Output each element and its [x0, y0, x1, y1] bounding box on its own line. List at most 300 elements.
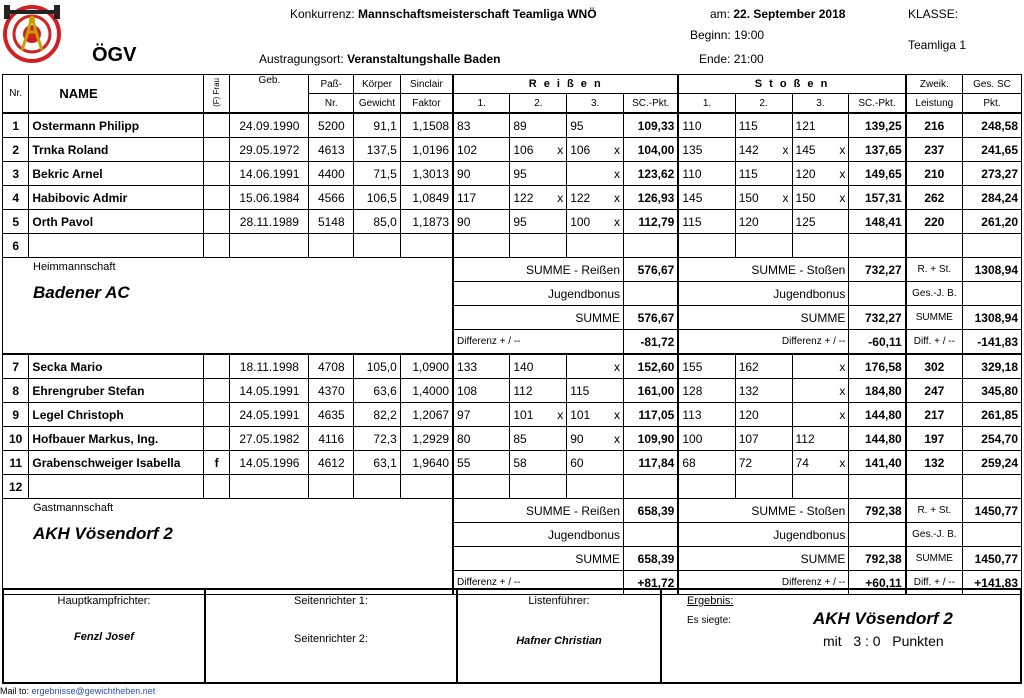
home-koerpergewicht-value: 106,5	[366, 190, 397, 205]
guest-stossen-sc	[849, 475, 906, 499]
home-summe-label-total: SUMME	[906, 306, 963, 330]
guest-sinclair-value: 1,2067	[412, 407, 450, 422]
home-reissen-sc	[624, 210, 679, 234]
guest-reissen-3	[567, 427, 624, 451]
home-koerpergewicht-value: 137,5	[366, 142, 397, 157]
home-nr-value: 2	[12, 142, 20, 157]
failed-attempt-mark: x	[614, 359, 621, 374]
punkten-label: Punkten	[892, 633, 944, 649]
guest-summe-total: 1450,77	[963, 547, 1022, 571]
col-geb: Geb.	[230, 75, 309, 114]
guest-koerpergewicht	[354, 451, 401, 475]
guest-reissen-3	[567, 475, 624, 499]
home-reissen-1-value: 117	[457, 190, 477, 205]
home-sinclair	[400, 186, 453, 210]
home-reissen-3	[567, 210, 624, 234]
home-summe-label-s: SUMME	[678, 306, 848, 330]
col-koerper-2: Gewicht	[354, 94, 401, 114]
home-reissen-sc	[624, 138, 679, 162]
guest-reissen-sc	[624, 354, 679, 379]
home-sinclair-value: 1,1873	[412, 214, 450, 229]
guest-rst: 1450,77	[963, 499, 1022, 523]
home-stossen-1-value: 110	[682, 166, 702, 181]
home-zweikampf-value: 216	[924, 118, 945, 133]
guest-athletes	[3, 354, 1022, 499]
home-nr-value: 3	[12, 166, 20, 181]
guest-koerpergewicht-value: 63,1	[373, 455, 397, 470]
failed-attempt-mark: x	[557, 407, 564, 422]
guest-stossen-1	[678, 475, 735, 499]
guest-koerpergewicht	[354, 403, 401, 427]
guest-ges-sc-value: 254,70	[981, 431, 1018, 446]
hauptkampfrichter-value: Fenzl Josef	[74, 631, 134, 643]
home-reissen-3-value: 106	[570, 142, 591, 157]
guest-stossen-2-value: 107	[738, 431, 759, 446]
home-stossen-sc	[849, 186, 906, 210]
home-name	[29, 234, 204, 258]
guest-name-value: Grabenschweiger Isabella	[32, 455, 181, 470]
home-frau	[203, 138, 229, 162]
failed-attempt-mark: x	[614, 214, 621, 229]
guest-pass	[309, 403, 354, 427]
home-stossen-2	[735, 210, 792, 234]
ende-value: 21:00	[733, 52, 764, 66]
guest-zweikampf	[906, 451, 963, 475]
guest-stossen-2	[735, 354, 792, 379]
guest-stossen-2	[735, 427, 792, 451]
home-reissen-sc	[624, 186, 679, 210]
home-reissen-3-value: 95	[570, 118, 584, 133]
guest-reissen-2	[510, 427, 567, 451]
home-sinclair	[400, 210, 453, 234]
home-zweikampf	[906, 186, 963, 210]
guest-pass-value: 4635	[317, 407, 345, 422]
guest-reissen-2	[510, 354, 567, 379]
guest-nr	[3, 403, 29, 427]
mail-line	[0, 686, 155, 696]
home-reissen-2-value: 89	[513, 118, 527, 133]
guest-reissen-1-value: 55	[457, 455, 471, 470]
guest-sinclair	[400, 379, 453, 403]
guest-frau	[203, 354, 229, 379]
col-name: NAME	[29, 75, 204, 114]
guest-geb-value: 24.05.1991	[239, 407, 300, 422]
guest-koerpergewicht	[354, 475, 401, 499]
home-rst: 1308,94	[963, 258, 1022, 282]
guest-reissen-3	[567, 451, 624, 475]
signature-table	[2, 588, 1022, 684]
guest-reissen-1	[453, 403, 510, 427]
guest-diff-r: +81,72	[624, 571, 679, 595]
failed-attempt-mark: x	[839, 359, 846, 374]
guest-reissen-1-value: 108	[457, 383, 478, 398]
header-row	[3, 75, 1022, 94]
home-reissen-3-value: 122	[570, 190, 591, 205]
guest-gesjb-label: Ges.-J. B.	[906, 523, 963, 547]
guest-sinclair-value: 1,2929	[412, 431, 450, 446]
guest-stossen-2-value: 132	[738, 383, 759, 398]
guest-name-value: Legel Christoph	[32, 407, 124, 422]
guest-stossen-2	[735, 403, 792, 427]
guest-reissen-2-value: 112	[513, 383, 533, 398]
result-line	[823, 633, 944, 649]
home-athlete-row	[3, 234, 1022, 258]
failed-attempt-mark: x	[839, 455, 846, 470]
col-ssc: SC.-Pkt.	[849, 94, 906, 114]
guest-reissen-3	[567, 403, 624, 427]
home-athlete-row	[3, 186, 1022, 210]
guest-diff-s: +60,11	[849, 571, 906, 595]
home-nr	[3, 162, 29, 186]
guest-zweikampf-value: 302	[924, 359, 945, 374]
guest-frau	[203, 427, 229, 451]
col-reissen: R e i ß e n	[453, 75, 678, 94]
guest-reissen-sc	[624, 403, 679, 427]
col-gessc: Ges. SC	[963, 75, 1022, 94]
failed-attempt-mark: x	[614, 142, 621, 157]
home-stossen-3-value: 120	[795, 166, 816, 181]
home-stossen-3-value: 125	[795, 214, 816, 229]
home-gesjb-label: Ges.-J. B.	[906, 282, 963, 306]
home-stossen-3	[792, 138, 849, 162]
guest-stossen-1-value: 113	[682, 407, 702, 422]
guest-stossen-sc	[849, 403, 906, 427]
home-stossen-sc-value: 157,31	[864, 190, 902, 205]
es-siegte-label: Es siegte:	[687, 615, 731, 626]
guest-stossen-1-value: 100	[682, 431, 703, 446]
home-team-cell	[3, 258, 454, 355]
home-pass	[309, 113, 354, 138]
ergebnis-cell	[661, 589, 1021, 683]
guest-name-value: Hofbauer Markus, Ing.	[32, 431, 159, 446]
logo-text: ÖGV	[92, 44, 137, 66]
col-r3: 3.	[567, 94, 624, 114]
home-reissen-1-value: 90	[457, 214, 471, 229]
home-koerpergewicht-value: 85,0	[373, 214, 397, 229]
home-ges-sc	[963, 234, 1022, 258]
home-nr-value: 1	[12, 118, 20, 133]
home-jugend-s	[849, 282, 906, 306]
guest-name	[29, 475, 204, 499]
home-reissen-1-value: 83	[457, 118, 471, 133]
home-reissen-2	[510, 234, 567, 258]
guest-stossen-1	[678, 451, 735, 475]
guest-reissen-3-value: 90	[570, 431, 584, 446]
guest-nr-value: 8	[12, 383, 20, 398]
home-stossen-sc	[849, 138, 906, 162]
col-zweik: Zweik.	[906, 75, 963, 94]
home-stossen-2-value: 150	[738, 190, 759, 205]
guest-nr-value: 10	[9, 431, 23, 446]
home-pass	[309, 210, 354, 234]
guest-jugend-s	[849, 523, 906, 547]
seitenrichter-cell	[205, 589, 457, 683]
home-reissen-1	[453, 234, 510, 258]
home-stossen-2	[735, 186, 792, 210]
guest-reissen-1	[453, 427, 510, 451]
home-zweikampf	[906, 138, 963, 162]
guest-nr	[3, 354, 29, 379]
home-nr	[3, 186, 29, 210]
home-athlete-row	[3, 113, 1022, 138]
failed-attempt-mark: x	[614, 431, 621, 446]
guest-summe-s: 792,38	[849, 547, 906, 571]
mail-label: Mail to:	[0, 686, 30, 696]
home-koerpergewicht	[354, 138, 401, 162]
home-nr-value: 5	[12, 214, 20, 229]
col-r2: 2.	[510, 94, 567, 114]
guest-reissen-2-value: 58	[513, 455, 527, 470]
guest-pass-value: 4612	[317, 455, 345, 470]
home-sinclair-value: 1,1508	[412, 118, 450, 133]
home-zweikampf-value: 220	[924, 214, 945, 229]
guest-reissen-1-value: 133	[457, 359, 478, 374]
guest-summe-r: 658,39	[624, 547, 679, 571]
guest-summary	[3, 499, 1022, 595]
home-pass-value: 5148	[317, 214, 345, 229]
guest-gesjb	[963, 523, 1022, 547]
logo	[2, 2, 62, 64]
home-reissen-1-value: 90	[457, 166, 471, 181]
col-r1: 1.	[453, 94, 510, 114]
col-sinclair-2: Faktor	[400, 94, 453, 114]
guest-stossen-1	[678, 403, 735, 427]
guest-pass	[309, 475, 354, 499]
failed-attempt-mark: x	[839, 407, 846, 422]
home-frau	[203, 113, 229, 138]
guest-reissen-sc	[624, 427, 679, 451]
guest-reissen-3	[567, 354, 624, 379]
guest-sinclair	[400, 427, 453, 451]
home-reissen-2	[510, 138, 567, 162]
home-jugend-label-s: Jugendbonus	[678, 282, 848, 306]
home-name-value: Trnka Roland	[32, 142, 109, 157]
guest-zweikampf	[906, 354, 963, 379]
guest-stossen-1	[678, 427, 735, 451]
col-gessc-2: Pkt.	[963, 94, 1022, 114]
guest-zweikampf-value: 132	[924, 455, 945, 470]
guest-reissen-2-value: 140	[513, 359, 534, 374]
guest-ges-sc	[963, 379, 1022, 403]
col-s2: 2.	[735, 94, 792, 114]
home-ges-sc-value: 284,24	[981, 190, 1018, 205]
weightlifter-logo-icon	[2, 2, 62, 64]
guest-geb-value: 14.05.1991	[239, 383, 300, 398]
guest-koerpergewicht	[354, 379, 401, 403]
failed-attempt-mark: x	[839, 142, 846, 157]
guest-geb	[230, 475, 309, 499]
guest-geb	[230, 379, 309, 403]
home-ges-sc	[963, 186, 1022, 210]
home-reissen-sc-value: 112,79	[638, 214, 675, 229]
guest-ges-sc	[963, 427, 1022, 451]
home-nr	[3, 210, 29, 234]
home-geb-value: 24.09.1990	[239, 118, 300, 133]
home-summe-r: 576,67	[624, 306, 679, 330]
home-stossen-2-value: 115	[738, 118, 758, 133]
guest-summe-stossen-label: SUMME - Stoßen	[678, 499, 848, 523]
home-koerpergewicht	[354, 234, 401, 258]
guest-nr-value: 12	[9, 479, 23, 494]
col-sinclair: Sinclair	[400, 75, 453, 94]
home-athlete-row	[3, 210, 1022, 234]
guest-sinclair	[400, 403, 453, 427]
guest-reissen-1	[453, 354, 510, 379]
guest-summe-reissen: 658,39	[624, 499, 679, 523]
date	[710, 7, 845, 21]
guest-stossen-sc	[849, 427, 906, 451]
home-stossen-sc-value: 139,25	[864, 118, 902, 133]
guest-sinclair-value: 1,0900	[412, 359, 450, 374]
home-geb-value: 29.05.1972	[239, 142, 300, 157]
mail-link[interactable]: ergebnisse@gewichtheben.net	[31, 686, 156, 696]
guest-reissen-sc	[624, 475, 679, 499]
guest-stossen-sc-value: 144,80	[864, 407, 902, 422]
guest-nr	[3, 451, 29, 475]
guest-stossen-1-value: 68	[682, 455, 696, 470]
home-stossen-1	[678, 186, 735, 210]
guest-frau	[203, 403, 229, 427]
home-geb	[230, 162, 309, 186]
home-ges-sc-value: 273,27	[981, 166, 1018, 181]
guest-diff-label-s: Differenz + / --	[678, 571, 848, 595]
guest-reissen-1	[453, 451, 510, 475]
home-pass-value: 4400	[317, 166, 345, 181]
guest-pass-value: 4370	[317, 383, 345, 398]
guest-koerpergewicht	[354, 427, 401, 451]
home-stossen-3	[792, 113, 849, 138]
guest-reissen-sc	[624, 451, 679, 475]
guest-reissen-2-value: 101	[513, 407, 534, 422]
guest-stossen-3	[792, 427, 849, 451]
home-stossen-1-value: 110	[682, 118, 702, 133]
home-stossen-1-value: 115	[682, 214, 702, 229]
home-stossen-3-value: 150	[795, 190, 816, 205]
home-frau	[203, 234, 229, 258]
home-diff-total: -141,83	[963, 330, 1022, 355]
home-stossen-3	[792, 186, 849, 210]
guest-geb	[230, 427, 309, 451]
guest-ges-sc	[963, 451, 1022, 475]
guest-jugend-label-r: Jugendbonus	[453, 523, 623, 547]
home-reissen-3	[567, 234, 624, 258]
guest-athlete-row	[3, 379, 1022, 403]
failed-attempt-mark: x	[614, 407, 621, 422]
home-pass	[309, 138, 354, 162]
guest-reissen-sc	[624, 379, 679, 403]
home-pass	[309, 162, 354, 186]
guest-geb	[230, 403, 309, 427]
home-reissen-2	[510, 210, 567, 234]
home-stossen-3-value: 121	[795, 118, 816, 133]
home-geb	[230, 138, 309, 162]
home-stossen-3-value: 145	[795, 142, 816, 157]
guest-reissen-sc-value: 152,60	[637, 359, 675, 374]
guest-name	[29, 403, 204, 427]
home-name-value: Habibovic Admir	[32, 190, 128, 205]
guest-stossen-1	[678, 379, 735, 403]
guest-name-value: Secka Mario	[32, 359, 103, 374]
home-stossen-sc-value: 148,41	[864, 214, 902, 229]
home-reissen-3	[567, 186, 624, 210]
guest-stossen-3	[792, 354, 849, 379]
guest-pass-value: 4116	[318, 431, 345, 446]
home-geb	[230, 186, 309, 210]
col-frau: (F) Frau	[203, 75, 229, 114]
guest-ges-sc	[963, 354, 1022, 379]
guest-koerpergewicht	[354, 354, 401, 379]
home-zweikampf-value: 210	[924, 166, 945, 181]
guest-stossen-sc-value: 176,58	[864, 359, 902, 374]
guest-koerpergewicht-value: 82,2	[373, 407, 397, 422]
guest-athlete-row	[3, 427, 1022, 451]
home-koerpergewicht	[354, 210, 401, 234]
hauptkampfrichter-label: Hauptkampfrichter:	[57, 595, 151, 607]
guest-stossen-sc	[849, 379, 906, 403]
home-reissen-sc	[624, 234, 679, 258]
guest-summe-label-total: SUMME	[906, 547, 963, 571]
guest-ges-sc	[963, 475, 1022, 499]
home-reissen-sc-value: 104,00	[637, 142, 675, 157]
guest-name	[29, 427, 204, 451]
home-zweikampf-value: 262	[924, 190, 945, 205]
home-name	[29, 186, 204, 210]
guest-zweikampf	[906, 427, 963, 451]
home-ges-sc-value: 261,20	[981, 214, 1018, 229]
guest-stossen-sc-value: 144,80	[864, 431, 902, 446]
failed-attempt-mark: x	[782, 190, 789, 205]
home-gesjb	[963, 282, 1022, 306]
home-zweikampf	[906, 113, 963, 138]
guest-sinclair	[400, 451, 453, 475]
winner-name: AKH Vösendorf 2	[813, 609, 953, 628]
guest-geb-value: 27.05.1982	[239, 431, 300, 446]
guest-pass	[309, 379, 354, 403]
home-stossen-2	[735, 113, 792, 138]
home-athletes	[3, 113, 1022, 258]
guest-nr	[3, 379, 29, 403]
home-diff-r: -81,72	[624, 330, 679, 355]
home-stossen-sc	[849, 162, 906, 186]
col-s3: 3.	[792, 94, 849, 114]
home-stossen-3	[792, 234, 849, 258]
klasse-value: Teamliga 1	[908, 38, 967, 52]
home-ges-sc	[963, 210, 1022, 234]
konkurrenz-value: Mannschaftsmeisterschaft Teamliga WNÖ	[358, 7, 597, 21]
home-sinclair	[400, 162, 453, 186]
guest-reissen-sc-value: 117,05	[638, 407, 675, 422]
guest-reissen-1	[453, 475, 510, 499]
home-geb	[230, 234, 309, 258]
home-reissen-2	[510, 162, 567, 186]
failed-attempt-mark: x	[782, 142, 789, 157]
guest-koerpergewicht-value: 63,6	[373, 383, 397, 398]
guest-stossen-2	[735, 475, 792, 499]
home-ges-sc	[963, 113, 1022, 138]
home-reissen-2	[510, 113, 567, 138]
home-summary	[3, 258, 1022, 355]
home-reissen-1	[453, 210, 510, 234]
guest-koerpergewicht-value: 105,0	[366, 359, 397, 374]
home-ges-sc	[963, 162, 1022, 186]
guest-stossen-sc	[849, 354, 906, 379]
guest-frau-value: f	[214, 455, 219, 470]
guest-rst-label: R. + St.	[906, 499, 963, 523]
home-rst-label: R. + St.	[906, 258, 963, 282]
home-reissen-2-value: 95	[513, 214, 527, 229]
guest-stossen-2-value: 72	[738, 455, 753, 470]
home-reissen-1	[453, 113, 510, 138]
